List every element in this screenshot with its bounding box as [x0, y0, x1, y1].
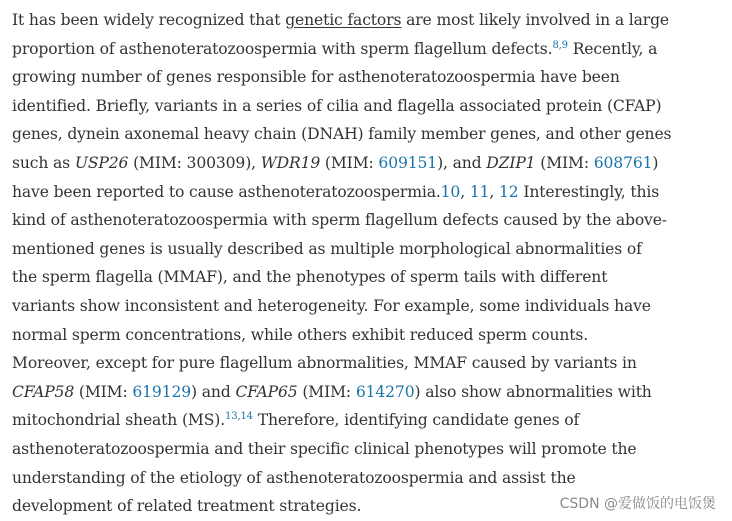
line-2: proportion of asthenoteratozoospermia with sperm flagellum defects.$^{8,9}$ Recently, a: [12, 39, 658, 58]
line-1: It has been widely recognized that genetic factors are most likely involved in a large: [12, 11, 669, 29]
line-13: Moreover, except for pure flagellum abnormalities, MMAF caused by variants in: [12, 354, 637, 373]
citation-10[interactable]: 10: [440, 182, 461, 201]
mim-608761-link[interactable]: 608761: [593, 153, 653, 172]
citation-11[interactable]: 11: [469, 182, 490, 201]
mim-619129-link[interactable]: 619129: [132, 382, 192, 401]
gene-wdr19: WDR19: [260, 153, 321, 172]
line-7: have been reported to cause asthenoteratozoospermia.10, 11, 12 Interestingly, this: [12, 182, 660, 201]
gene-cfap65: CFAP65: [235, 382, 298, 401]
gene-usp26: USP26: [74, 153, 129, 172]
line-3: growing number of genes responsible for asthenoteratozoospermia have been: [12, 68, 620, 87]
line-6: such as USP26 (MIM: 300309), WDR19 (MIM: 609151), and DZIP1 (MIM: 608761): [12, 153, 659, 172]
line-16: asthenoteratozoospermia and their specific clinical phenotypes will promote the: [12, 439, 637, 458]
line-18: development of related treatment strategies.: [12, 497, 362, 516]
gene-dzip1: DZIP1: [486, 153, 536, 172]
gene-cfap58: CFAP58: [12, 382, 75, 401]
genetic-factors-link[interactable]: genetic factors: [285, 11, 402, 29]
citation-13-14[interactable]: 13,14: [225, 411, 253, 423]
mim-609151-link[interactable]: 609151: [378, 153, 438, 172]
mim-614270-link[interactable]: 614270: [355, 382, 415, 401]
citation-8-9[interactable]: 8,9: [552, 39, 568, 51]
line-11: variants show inconsistent and heterogeneity. For example, some individuals have: [12, 296, 651, 315]
citation-12[interactable]: 12: [499, 182, 519, 201]
line-4: identified. Briefly, variants in a series of cilia and flagella associated protein (CFAP): [12, 96, 662, 115]
line-9: mentioned genes is usually described as multiple morphological abnormalities of: [12, 239, 642, 258]
line-10: the sperm flagella (MMAF), and the phenotypes of sperm tails with different: [12, 268, 608, 287]
line-12: normal sperm concentrations, while others exhibit reduced sperm counts.: [12, 325, 589, 344]
article-paragraph: [12, 6, 727, 521]
line-8: kind of asthenoteratozoospermia with sperm flagellum defects caused by the above-: [12, 211, 667, 230]
line-15: mitochondrial sheath (MS).$^{13,14}$ Therefore, identifying candidate genes of: [12, 411, 580, 430]
line-14: CFAP58 (MIM: 619129) and CFAP65 (MIM: 614270) also show abnormalities with: [12, 382, 652, 401]
csdn-watermark: CSDN @爱做饭的电饭煲: [558, 493, 718, 513]
line-17: understanding of the etiology of asthenoteratozoospermia and assist the: [12, 468, 576, 487]
line-5: genes, dynein axonemal heavy chain (DNAH) family member genes, and other genes: [12, 125, 672, 144]
